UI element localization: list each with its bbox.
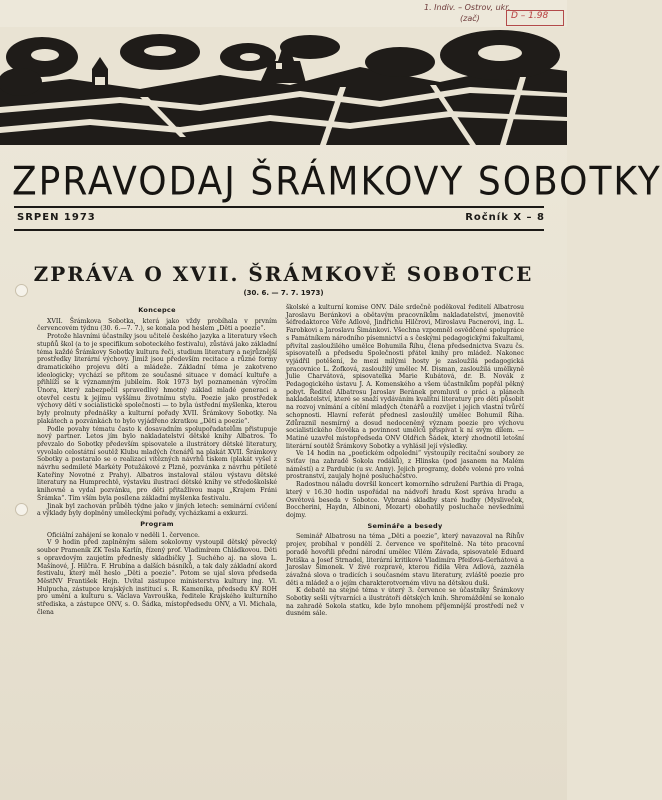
masthead-rule-top [14,206,544,208]
paragraph: Jinak byl zachován průběh týdne jako v jiných letech: seminární cvičení a výklady byly doplněny uměleckými pořady, vycházkami a exkurzí. [37,502,277,518]
section-heading-program: Program [140,519,174,528]
article-title: ZPRÁVA O XVII. ŠRÁMKOVĚ SOBOTCE [33,262,534,286]
woodcut-illustration [0,27,567,145]
handwritten-note-2: (zač) [460,14,480,23]
paragraph: Seminář Albatrosu na téma „Děti a poezie“, který navazoval na Říhův projev, probíhal v pondělí 2. července ve spořitelně. Na této pracovní poradě hovořili přední národní umělec Vilém Závada, spisovatelé Eduard Petiška a Josef Strnadel, literární kritikové Vladimíra Pfeifová-Gerhátová a Jaroslav Šimonek. V živé rozpravě, kterou řídila Věra Adlová, zazněla závažná slova o tradicích i současném stavu literatury, zvláště poezie pro děti a mládež a o jejím charakterotvorném vlivu na dětskou duši. [286,533,524,587]
masthead-rule-bottom [14,229,544,231]
issue-volume: Ročník X – 8 [465,212,545,223]
masthead-title: ZPRAVODAJ ŠRÁMKOVY SOBOTKY [12,160,662,205]
article-column-right [286,304,524,798]
paragraph: Radostnou náladu dovršil koncert komorního sdružení Parthia di Praga, který v 16.30 hodin uspořádal na nádvoří hradu Kost správa hradu a Osvětová beseda v Sobotce. Vybrané skladby staré hudby (Mysliveček, Boccherini, Haydn, Albinoni, Mozart) obohatily posluchače nevšedními dojmy. [286,481,524,519]
handwritten-annotation [424,3,567,29]
section-heading-concept: Koncepce [138,306,176,314]
punch-hole [15,284,28,297]
article-column-left [37,304,277,798]
section-heading-seminars: Semináře a besedy [367,521,443,530]
paragraph: školské a kulturní komise ONV. Dále srdečně poděkoval ředitelí Albatrosu Jaroslavu Beránkovi a obětavým pracovníkům nakladatelství, jmenovitě šéfredaktorce Věře Adlové, Jindřichu Hilčrovi, Miroslavu Pacnerovi, ing. L. Farobkovi a Jaroslavu Šimánkovi. Všechna vzpomněl osvědčené spolupráce s Památníkem národního písemnictví a s českými pedagogickými fakultami, přivítal zasloužilého umělce Bohumila Říhu, člena předsednictva Svazu čs. spisovatelů a předsedu Společnosti přátel knihy pro mládež. Nakonec vyjádřil potěšení, že mezi milými hosty je zasloužilá pedagogická pracovnice L. Žofková, zasloužilý umělec M. Disman, zasloužilá umělkyně Julie Charvátová, spisovatelka Marie Kubátová, dr. B. Novák z Pedagogického ústavu J. A. Komenského a všem účastníkům popřál pěkný pobyt. Ředitel Albatrosu Jaroslav Beránek promluvil o práci a plánech nakladatelství, které se snaží vydáváním kvalitní literatury pro děti působit na rozvoj vnímání a cítění mladých čtenářů a rozvíjet i jejich vlastní tvůrčí schopnosti. Hlavní referát přednesl zasloužilý umělec Bohumil Říha. Zdůraznil nesmírný a dosud nedoceněný význam poezie pro výchovu socialistického člověka a povinnost umělců přispívat k ní svým dílem. — Matiné uzavřel místopředseda ONV Oldřich Šádek, který zhodnotil letošní literární soutěž Šrámkovy Sobotky a vyhlásil její výsledky. [286,304,524,450]
issue-date: SRPEN 1973 [17,212,96,223]
archive-stamp-code: D – 1.98 [506,10,564,26]
paragraph: Oficiální zahájení se konalo v neděli 1. července. [47,531,200,539]
paragraph: Podle povahy tématu často k dosavadním spolupořadatelům přistupuje nový partner. Letos jím bylo nakladatelství dětské knihy Albatros. To převzalo do Sobotky především spisovatele a ilustrátory dětské literatury, vyvolalo celostátní soutěž Klubu mladých čtenářů na plakát XVII. Šrámkovy Sobotky a postaralo se o realizaci vítězných návrhů tiskem (plakát vyšel z návrhu sedmileté Markéty Potužákové z Plzně, pozvánka z návrhu pětileté Kateřiny Novotné z Prahy). Albatros instaloval stálou výstavu dětské literatury na Humprechtě, výstavku ilustrací dětské knihy ve středoškolské knihovně a vydal pozvánku, pro děti přitažlivou mapu „Krajem Fráni Šrámka“. Tím vším byla posílena základní myšlenka festivalu. [37,425,277,502]
paragraph: K debatě na stejné téma v úterý 3. července se účastníky Šrámkovy Sobotky sešli výtvarníci a ilustrátoři dětských knih. Shromáždění se konalo na zahradě Sokola statku, kde bylo mnohem příjemnější prostředí než v dusném sále. [286,587,524,618]
paragraph: V 9 hodin před zaplněným sálem sokolovny vystoupil dětský pěvecký soubor Prameník ZK Tesla Karlín, řízený prof. Vladimírem Chládkovou. Děti s opravdovým zaujetím přednesly skladbičky J. Suchého aj. na slova L. Mašínové, J. Hilčra. F. Hrubína a dalších básníků, a tak daly základní akord festivalu, který měl heslo „Děti a poezie“. Potom se ujal slova předseda MěstNV František Hejn. Uvítal zástupce ministerstva kultury ing. Vl. Hulpucha, zástupce krajských institucí s. R. Kamenika, předsedu KV ROH pro umění a kulturu s. Václava Vavrouška, ředitele Krajského kulturního střediska, a zástupce ONV, s. O. Šádka, místopředsedu ONV, a Vl. Michala, člena [37,539,277,616]
paragraph: Protože hlavními účastníky jsou učitelé českého jazyka a literatury všech stupňů škol (a to je specifikum soboteckého festivalu), zůstává jako základní téma každé Šrámkovy Sobotky kultura řeči, studium literatury a nejrůznější prostředky literární výchovy. Jimiž jsou především recitace a různé formy dramatického projevu dětí a mládeže. Základní téma je zakotveno ideologicky; vychází se přitom ze současné situace v domácí kultuře a přihlíží se k významným jubileím. Rok 1973 byl poznamenán výročím Února, který zabezpečil spravedlivý hmotný základ mladé generaci a otevřel cestu k jejímu vyššímu životnímu stylu. Poezie jako prostředek výchovy dětí v socialistické společnosti — to byla ústřední myšlenka, kterou byly prolnuty přednášky a kulturní pořady XVII. Šrámkovy Sobotky. Na plakátech a pozvánkách to bylo vyjádřeno zkratkou „Děti a poezie“. [37,333,277,425]
article-subtitle: (30. 6. — 7. 7. 1973) [243,289,324,297]
paragraph: Ve 14 hodin na „poetickém odpoledni“ vystoupily recitační soubory ze Sviťav (na zahradě Sokola rodáků), z Hlinska (pod jasanem na Malém náměstí) a z Pardubic (u sv. Anny). Jejich programy, dobře volené pro volná prostranství, zaujaly hojné posluchačstvo. [286,450,524,481]
punch-hole [15,503,28,516]
paragraph: XVII. Šrámkova Sobotka, která jako vždy probíhala v prvním červencovém týdnu (30. 6.—7. 7.), se konala pod heslem „Děti a poezie“. [37,317,277,333]
handwritten-note: 1. Indiv. – Ostrov, ukr. [424,3,511,12]
